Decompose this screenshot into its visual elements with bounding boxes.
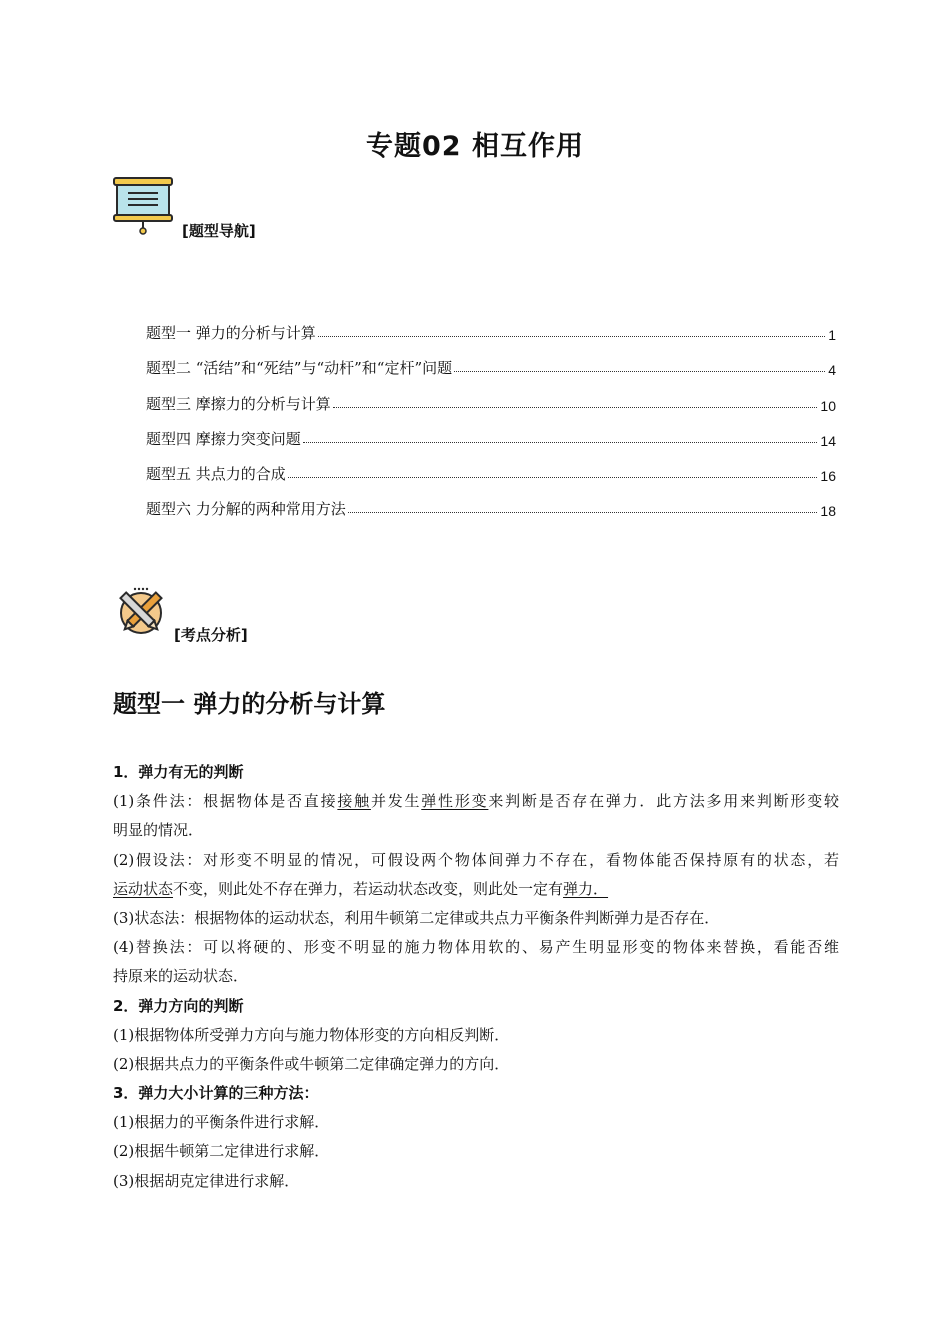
underlined-term: 弹性形变 xyxy=(421,792,489,811)
page-title: 专题02 相互作用 xyxy=(366,131,584,162)
table-of-contents xyxy=(146,308,836,519)
pencil-ruler-icon xyxy=(116,586,166,638)
toc-leader-dots xyxy=(454,371,825,372)
toc-entry[interactable] xyxy=(146,343,836,378)
toc-entry-label: 题型五 共点力的合成 xyxy=(146,464,286,483)
toc-entry[interactable] xyxy=(146,378,836,413)
toc-entry[interactable] xyxy=(146,308,836,343)
toc-entry-label: 题型三 摩擦力的分析与计算 xyxy=(146,394,331,413)
paragraph-line: 明显的情况． xyxy=(113,821,204,840)
toc-entry-page: 10 xyxy=(820,397,836,414)
paragraph-line xyxy=(113,875,839,904)
paragraph-line: (1)根据力的平衡条件进行求解． xyxy=(113,1113,330,1132)
paragraph-line: (2)根据牛顿第二定律进行求解． xyxy=(113,1142,330,1161)
toc-entry[interactable] xyxy=(146,484,836,519)
toc-entry-label: 题型六 力分解的两种常用方法 xyxy=(146,500,346,519)
subheading: 2．弹力方向的判断 xyxy=(113,996,244,1015)
toc-entry-label: 题型一 弹力的分析与计算 xyxy=(146,324,316,343)
toc-leader-dots xyxy=(318,336,825,337)
nav-label: [题型导航] xyxy=(182,222,256,240)
paragraph-line: 持原来的运动状态． xyxy=(113,967,249,986)
toc-leader-dots xyxy=(348,512,818,513)
paragraph-line: (2)根据共点力的平衡条件或牛顿第二定律确定弹力的方向． xyxy=(113,1054,510,1073)
underlined-term: 运动状态 xyxy=(113,879,174,898)
toc-entry-page: 14 xyxy=(820,432,836,449)
text-run: 不变，则此处不存在弹力，若运动状态改变，则此处一定有 xyxy=(173,879,564,898)
paragraph-line: (4)替换法：可以将硬的、形变不明显的施力物体用软的、易产生明显形变的物体来替换，看能否维 xyxy=(113,938,839,957)
toc-leader-dots xyxy=(333,407,818,408)
presentation-board-icon xyxy=(112,176,174,236)
toc-entry-page: 4 xyxy=(828,362,836,379)
analysis-label: [考点分析] xyxy=(174,626,248,644)
toc-entry-label: 题型四 摩擦力突变问题 xyxy=(146,429,301,448)
paragraph-line xyxy=(113,787,839,816)
toc-entry[interactable] xyxy=(146,449,836,484)
toc-entry-page: 1 xyxy=(828,327,836,344)
section-heading: 题型一 弹力的分析与计算 xyxy=(113,690,386,718)
toc-entry[interactable] xyxy=(146,414,836,449)
paragraph-line: (3)根据胡克定律进行求解． xyxy=(113,1171,300,1190)
paragraph-line: (3)状态法：根据物体的运动状态，利用牛顿第二定律或共点力平衡条件判断弹力是否存在． xyxy=(113,908,720,927)
text-run: (1)条件法：根据物体是否直接 xyxy=(113,792,338,811)
paragraph-line: (1)根据物体所受弹力方向与施力物体形变的方向相反判断． xyxy=(113,1025,510,1044)
toc-entry-page: 16 xyxy=(820,467,836,484)
toc-entry-label: 题型二 “活结”和“死结”与“动杆”和“定杆”问题 xyxy=(146,359,453,378)
toc-leader-dots xyxy=(288,477,818,478)
paragraph-line: (2)假设法：对形变不明显的情况，可假设两个物体间弹力不存在，看物体能否保持原有的状态，若 xyxy=(113,850,839,869)
text-run: 来判断是否存在弹力．此方法多用来判断形变较 xyxy=(488,792,839,811)
section-body xyxy=(113,758,839,1196)
underlined-term: 弹力． xyxy=(563,879,609,898)
subheading: 1．弹力有无的判断 xyxy=(113,763,244,781)
toc-leader-dots xyxy=(303,442,818,443)
toc-entry-page: 18 xyxy=(820,503,836,520)
text-run: 并发生 xyxy=(370,792,422,811)
subheading: 3．弹力大小计算的三种方法： xyxy=(113,1084,319,1103)
underlined-term: 接触 xyxy=(337,792,371,811)
